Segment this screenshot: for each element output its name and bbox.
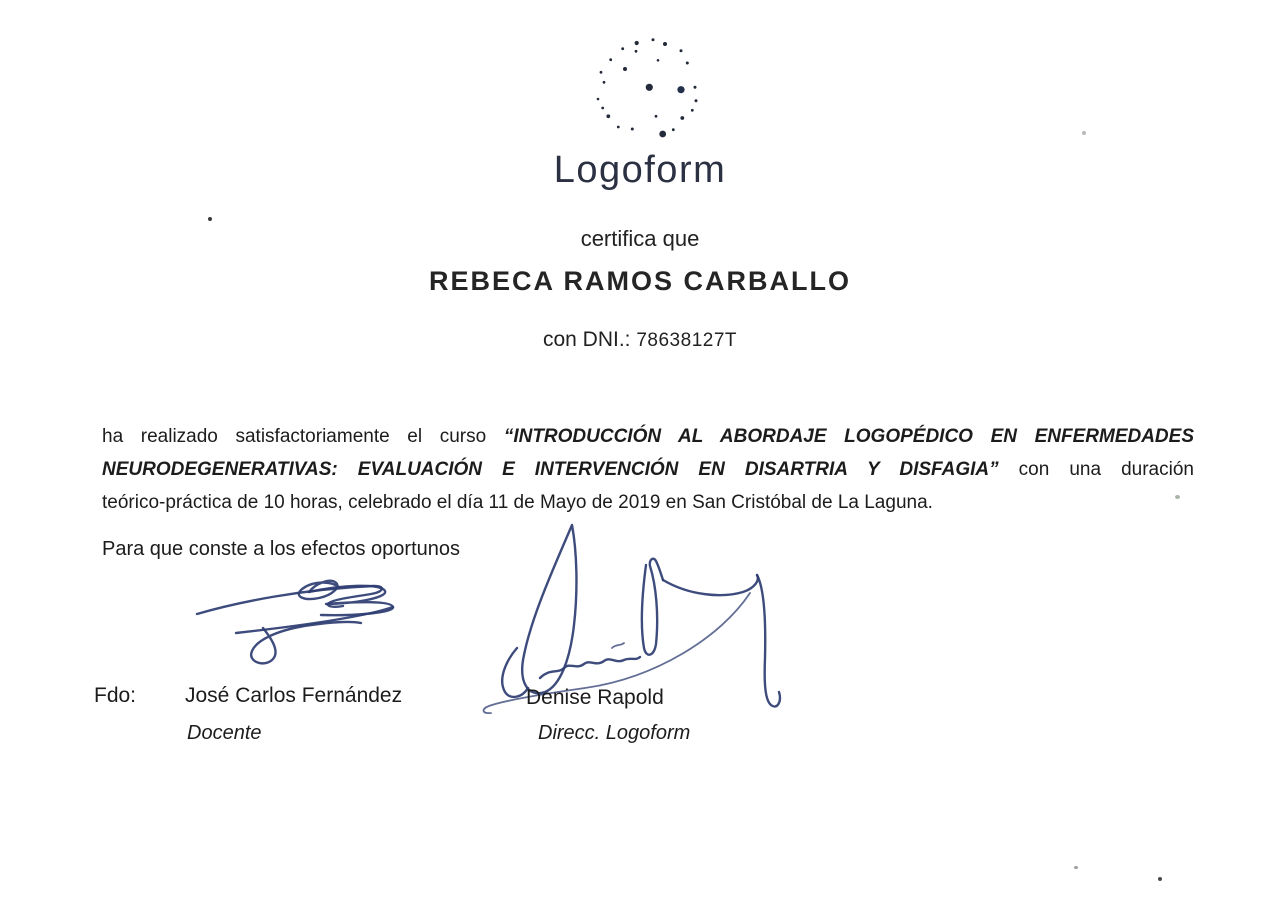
signer-name-left: José Carlos Fernández	[185, 684, 403, 707]
dni-label: con DNI.:	[542, 328, 631, 351]
logoform-wordmark: Logoform	[553, 149, 727, 191]
recipient-name: REBECA RAMOS CARBALLO	[429, 266, 851, 296]
body-line-2	[102, 453, 1194, 486]
scan-speck	[1082, 131, 1086, 135]
signer-role-left: Docente	[187, 722, 262, 744]
body-line-3: teórico-práctica de 10 horas, celebrado el día 11 de Mayo de 2019 en San Cristóbal de La Laguna.	[102, 492, 933, 513]
course-title-part1: “INTRODUCCIÓN AL ABORDAJE LOGOPÉDICO EN ENFERMEDADES	[503, 426, 1195, 447]
body-line1-regular: ha realizado satisfactoriamente el curso	[102, 426, 504, 447]
course-title-part2: NEURODEGENERATIVAS: EVALUACIÓN E INTERVENCIÓN EN DISARTRIA Y DISFAGIA”	[102, 459, 999, 480]
body-line2-regular: con una duración	[998, 459, 1194, 480]
logoform-logo-icon	[576, 26, 720, 148]
closing-statement: Para que conste a los efectos oportunos	[102, 538, 461, 560]
fdo-label: Fdo:	[94, 684, 137, 707]
certificate-body	[102, 420, 1194, 519]
scan-speck	[1158, 877, 1162, 881]
signature-jose-carlos-ink	[183, 572, 408, 672]
dni-value: 78638127T	[636, 330, 738, 351]
signer-name-right: Denise Rapold	[526, 686, 664, 709]
certifies-text: certifica que	[580, 226, 700, 251]
body-line-1	[102, 420, 1194, 453]
scan-speck	[1074, 866, 1078, 869]
scan-speck	[1175, 495, 1180, 499]
scan-speck	[208, 217, 212, 221]
dni-line	[0, 328, 1280, 352]
signer-role-right: Direcc. Logoform	[538, 722, 691, 744]
